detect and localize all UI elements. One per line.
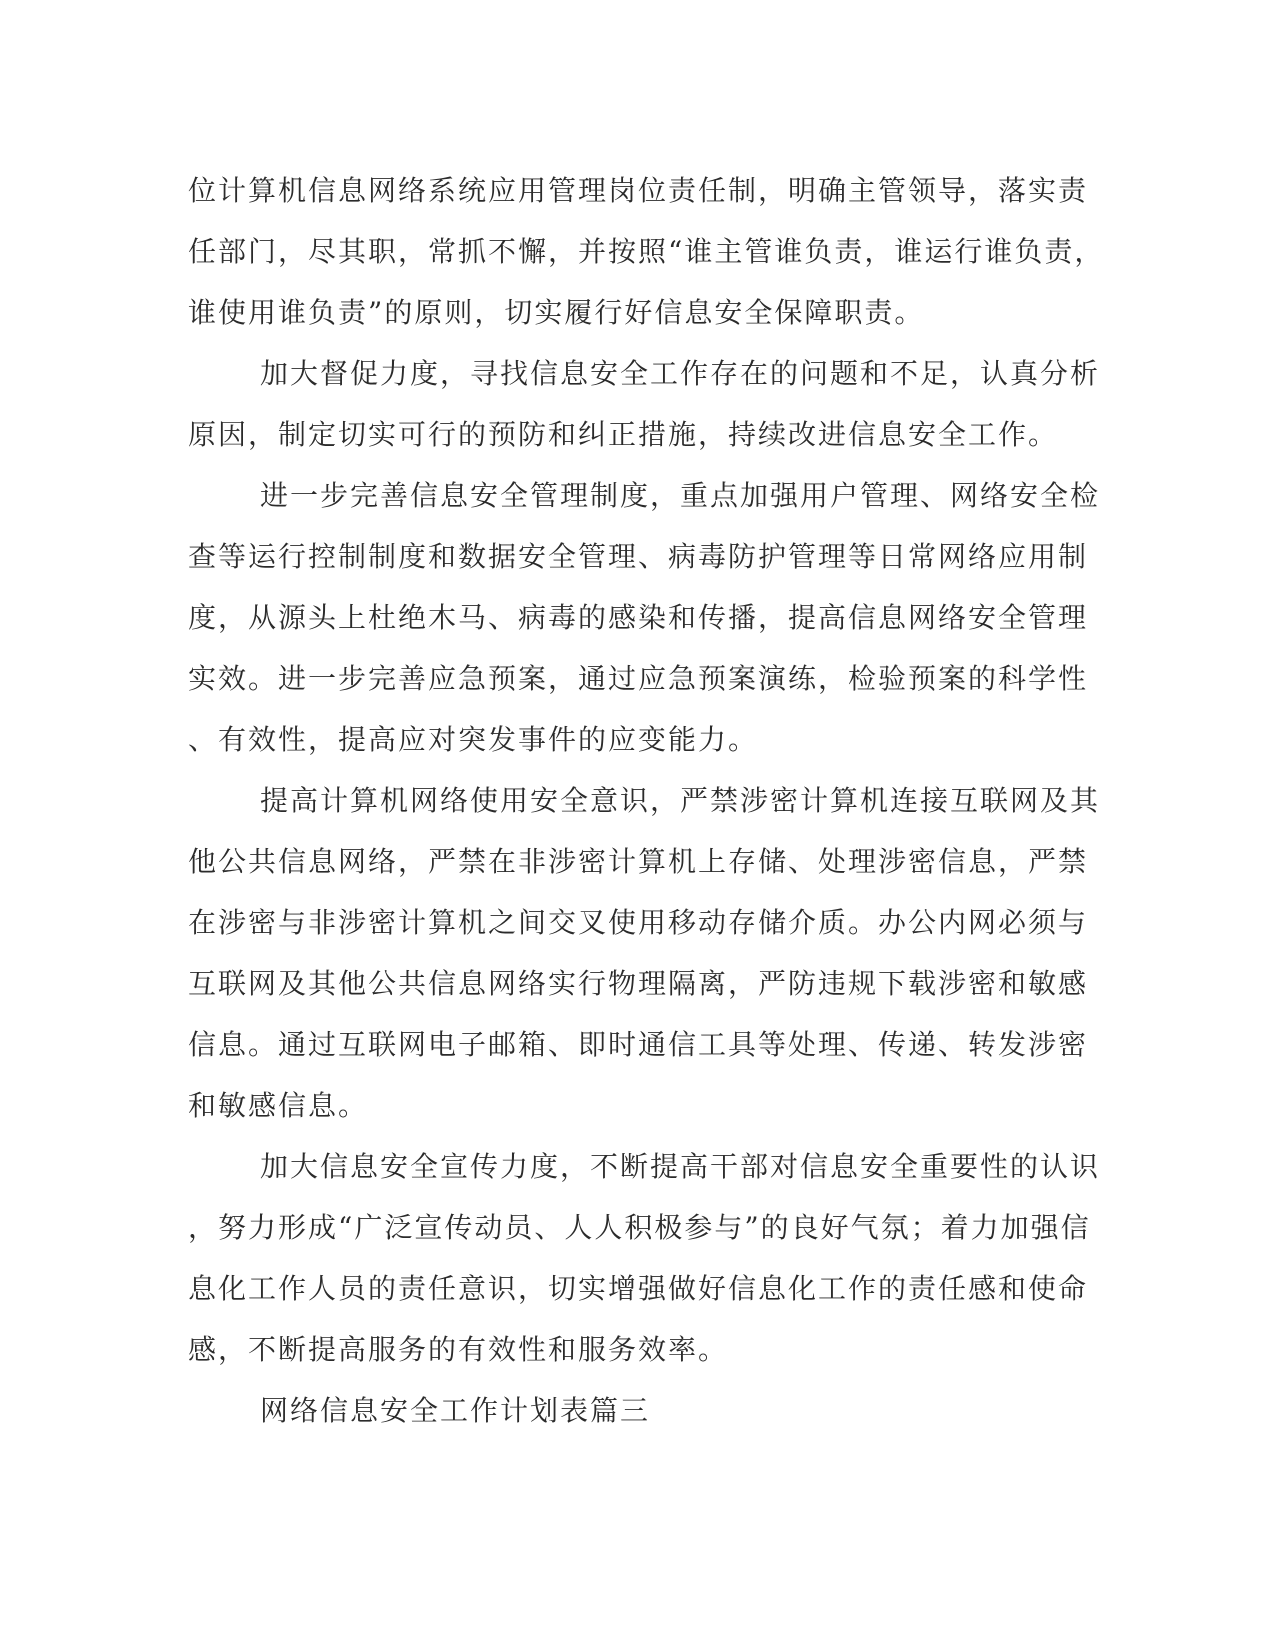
- text-line-19: 息化工作人员的责任意识，切实增强做好信息化工作的责任感和使命: [188, 1272, 1089, 1305]
- text-line-14: 互联网及其他公共信息网络实行物理隔离，严防违规下载涉密和敏感: [188, 967, 1089, 1000]
- text-line-8: 度，从源头上杜绝木马、病毒的感染和传播，提高信息网络安全管理: [188, 601, 1089, 634]
- text-line-6: 进一步完善信息安全管理制度，重点加强用户管理、网络安全检: [260, 479, 1101, 512]
- text-line-18: ，努力形成“广泛宣传动员、人人积极参与”的良好气氛；着力加强信: [188, 1211, 1091, 1244]
- text-line-3: 谁使用谁负责”的原则，切实履行好信息安全保障职责。: [188, 296, 925, 329]
- text-line-5: 原因，制定切实可行的预防和纠正措施，持续改进信息安全工作。: [188, 418, 1059, 451]
- text-line-11: 提高计算机网络使用安全意识，严禁涉密计算机连接互联网及其: [260, 784, 1101, 817]
- text-line-7: 查等运行控制制度和数据安全管理、病毒防护管理等日常网络应用制: [188, 540, 1089, 573]
- text-line-17: 加大信息安全宣传力度，不断提高干部对信息安全重要性的认识: [260, 1150, 1101, 1183]
- text-line-20: 感，不断提高服务的有效性和服务效率。: [188, 1333, 729, 1366]
- text-line-1: 位计算机信息网络系统应用管理岗位责任制，明确主管领导，落实责: [188, 174, 1089, 207]
- text-line-16: 和敏感信息。: [188, 1089, 369, 1122]
- section-heading: 网络信息安全工作计划表篇三: [260, 1394, 651, 1427]
- document-body: [188, 160, 1105, 1441]
- text-line-15: 信息。通过互联网电子邮箱、即时通信工具等处理、传递、转发涉密: [188, 1028, 1089, 1061]
- text-line-10: 、有效性，提高应对突发事件的应变能力。: [188, 723, 759, 756]
- text-line-13: 在涉密与非涉密计算机之间交叉使用移动存储介质。办公内网必须与: [188, 906, 1089, 939]
- text-line-12: 他公共信息网络，严禁在非涉密计算机上存储、处理涉密信息，严禁: [188, 845, 1089, 878]
- text-line-9: 实效。进一步完善应急预案，通过应急预案演练，检验预案的科学性: [188, 662, 1089, 695]
- text-line-2: 任部门，尽其职，常抓不懈，并按照“谁主管谁负责，谁运行谁负责，: [188, 235, 1105, 268]
- text-line-4: 加大督促力度，寻找信息安全工作存在的问题和不足，认真分析: [260, 357, 1101, 390]
